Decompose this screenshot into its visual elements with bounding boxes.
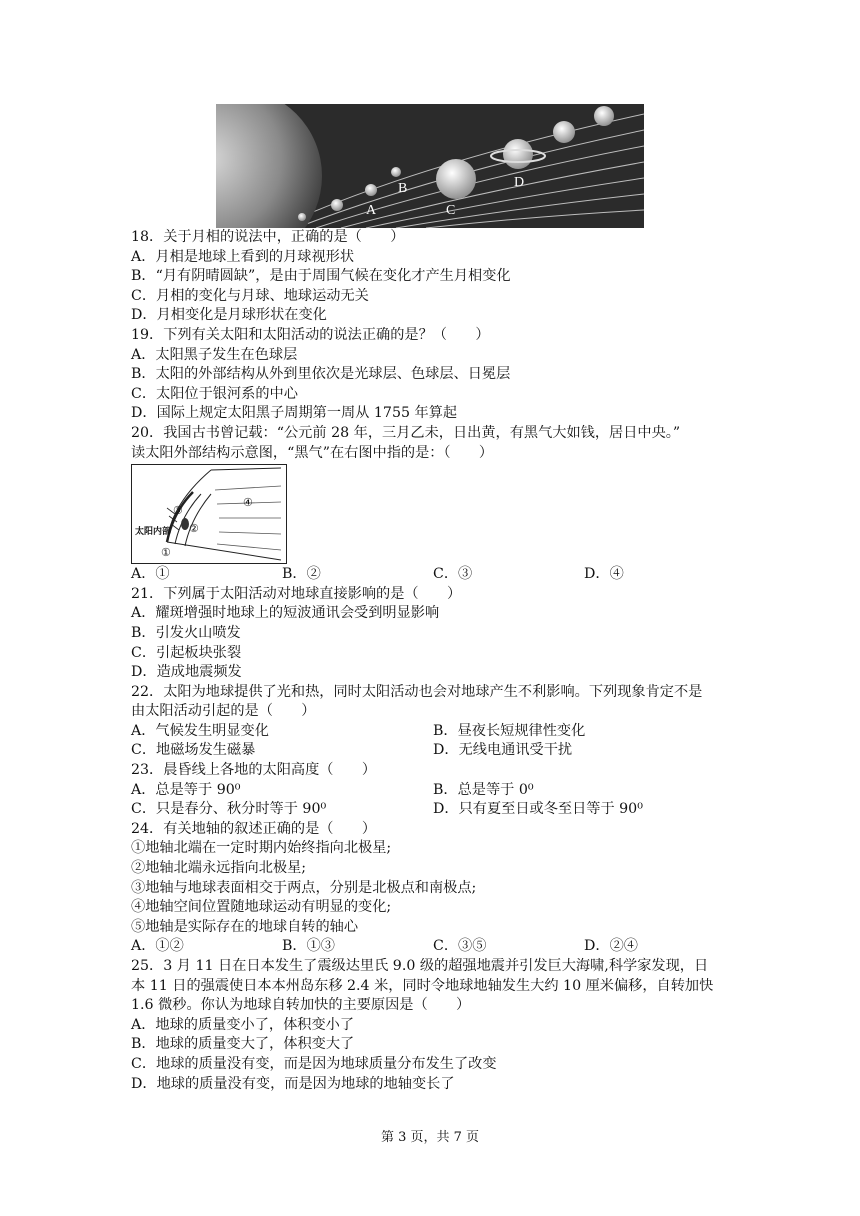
- q19-option-a[interactable]: A．太阳黑子发生在色球层: [131, 346, 298, 363]
- q24-statement-1: ①地轴北端在一定时期内始终指向北极星;: [131, 840, 392, 857]
- q20-option-c[interactable]: C．③: [433, 566, 473, 583]
- q20-options: [131, 565, 736, 585]
- planet-mars: [391, 167, 401, 177]
- page-footer: 第 3 页，共 7 页: [380, 1130, 480, 1145]
- mark-4: ④: [243, 497, 253, 510]
- sun-structure-figure: [131, 464, 287, 564]
- mark-2: ②: [189, 523, 199, 536]
- q24-statement-3: ③地轴与地球表面相交于两点，分别是北极点和南极点;: [131, 879, 477, 896]
- q19-option-b[interactable]: B．太阳的外部结构从外到里依次是光球层、色球层、日冕层: [131, 366, 511, 383]
- q23-option-b[interactable]: B．总是等于 0⁰: [433, 781, 534, 798]
- sun-interior-label: 太阳内部: [135, 526, 172, 537]
- q20-stem-line1: 20．我国古书曾记载：“公元前 28 年，三月乙未，日出黄，有黑气大如钱，居日中央。”: [131, 424, 681, 441]
- q22-option-b[interactable]: B．昼夜长短规律性变化: [433, 722, 586, 739]
- q25-option-c[interactable]: C．地球的质量没有变，而是因为地球质量分布发生了改变: [131, 1055, 497, 1072]
- q21-option-b[interactable]: B．引发火山喷发: [131, 624, 241, 641]
- mark-3: ③: [173, 505, 183, 518]
- q19-option-d[interactable]: D．国际上规定太阳黑子周期第一周从 1755 年算起: [131, 405, 458, 422]
- q23-stem: 23．晨昏线上各地的太阳高度（ ）: [131, 762, 377, 779]
- q22-option-c[interactable]: C．地磁场发生磁暴: [131, 742, 256, 759]
- q22-options-row2: [131, 741, 736, 761]
- label-a: A: [366, 203, 377, 218]
- q24-option-a[interactable]: A．①②: [131, 938, 184, 955]
- q24-option-b[interactable]: B．①③: [282, 938, 335, 955]
- q24-stem: 24．有关地轴的叙述正确的是（ ）: [131, 820, 377, 837]
- q19-stem: 19．下列有关太阳和太阳活动的说法正确的是？（ ）: [131, 326, 490, 343]
- q24-option-d[interactable]: D．②④: [584, 938, 638, 955]
- q23-options-row2: [131, 800, 736, 820]
- mark-1: ①: [161, 547, 171, 560]
- q22-stem-line2: 由太阳活动引起的是（ ）: [131, 703, 316, 720]
- q23-option-d[interactable]: D．只有夏至日或冬至日等于 90⁰: [433, 801, 643, 818]
- q20-option-a[interactable]: A．①: [131, 566, 170, 583]
- planet-mercury: [298, 213, 306, 221]
- label-b: B: [398, 181, 408, 196]
- q21-option-c[interactable]: C．引起板块张裂: [131, 644, 242, 661]
- q24-statement-2: ②地轴北端永远指向北极星;: [131, 860, 307, 877]
- q21-option-a[interactable]: A．耀斑增强时地球上的短波通讯会受到明显影响: [131, 605, 440, 622]
- planet-venus: [331, 199, 343, 211]
- q23-option-c[interactable]: C．只是春分、秋分时等于 90⁰: [131, 801, 327, 818]
- q18-option-d[interactable]: D．月相变化是月球形状在变化: [131, 307, 327, 324]
- q24-statement-5: ⑤地轴是实际存在的地球自转的轴心: [131, 918, 359, 935]
- q22-options-row1: [131, 722, 736, 742]
- q18-option-b[interactable]: B．“月有阴晴圆缺”，是由于周围气候在变化才产生月相变化: [131, 268, 511, 285]
- q25-option-b[interactable]: B．地球的质量变大了，体积变大了: [131, 1036, 355, 1053]
- planet-earth: [365, 184, 377, 196]
- q18-option-c[interactable]: C．月相的变化与月球、地球运动无关: [131, 287, 369, 304]
- q23-option-a[interactable]: A．总是等于 90⁰: [131, 781, 241, 798]
- q20-option-b[interactable]: B．②: [282, 566, 321, 583]
- planet-uranus: [553, 121, 575, 143]
- planet-jupiter: [436, 159, 476, 199]
- questions-block: [131, 228, 736, 1094]
- q22-option-d[interactable]: D．无线电通讯受干扰: [433, 742, 573, 759]
- q18-option-a[interactable]: A．月相是地球上看到的月球视形状: [131, 248, 355, 265]
- q18-stem: 18．关于月相的说法中，正确的是（ ）: [131, 229, 405, 245]
- q24-options: [131, 937, 736, 957]
- q19-option-c[interactable]: C．太阳位于银河系的中心: [131, 385, 298, 402]
- q21-option-d[interactable]: D．造成地震频发: [131, 664, 242, 681]
- q24-option-c[interactable]: C．③⑤: [433, 938, 487, 955]
- solar-system-figure: [216, 104, 644, 228]
- q22-stem-line1: 22．太阳为地球提供了光和热，同时太阳活动也会对地球产生不利影响。下列现象肯定不是: [131, 683, 703, 700]
- q23-options-row1: [131, 781, 736, 801]
- q20-option-d[interactable]: D．④: [584, 566, 624, 583]
- q22-option-a[interactable]: A．气候发生明显变化: [131, 722, 269, 739]
- q20-stem-line2: 读太阳外部结构示意图，“黑气”在右图中指的是：（ ）: [131, 444, 494, 461]
- q25-option-a[interactable]: A．地球的质量变小了，体积变小了: [131, 1016, 355, 1033]
- q25-stem-line1: 25．3 月 11 日在日本发生了震级达里氏 9.0 级的超强地震并引发巨大海啸,科学家发现，日: [131, 958, 709, 974]
- label-d: D: [514, 175, 525, 190]
- planet-neptune: [594, 106, 614, 126]
- q21-stem: 21．下列属于太阳活动对地球直接影响的是（ ）: [131, 585, 462, 602]
- q24-statement-4: ④地轴空间位置随地球运动有明显的变化;: [131, 899, 392, 916]
- q25-stem-line3: 1.6 微秒。你认为地球自转加快的主要原因是（ ）: [131, 997, 471, 1014]
- q25-option-d[interactable]: D．地球的质量没有变，而是因为地球的地轴变长了: [131, 1075, 455, 1092]
- label-c: C: [446, 203, 456, 218]
- q25-stem-line2: 本 11 日的强震使日本本州岛东移 2.4 米，同时令地球地轴发生大约 10 厘米偏移，自转加快: [131, 977, 714, 994]
